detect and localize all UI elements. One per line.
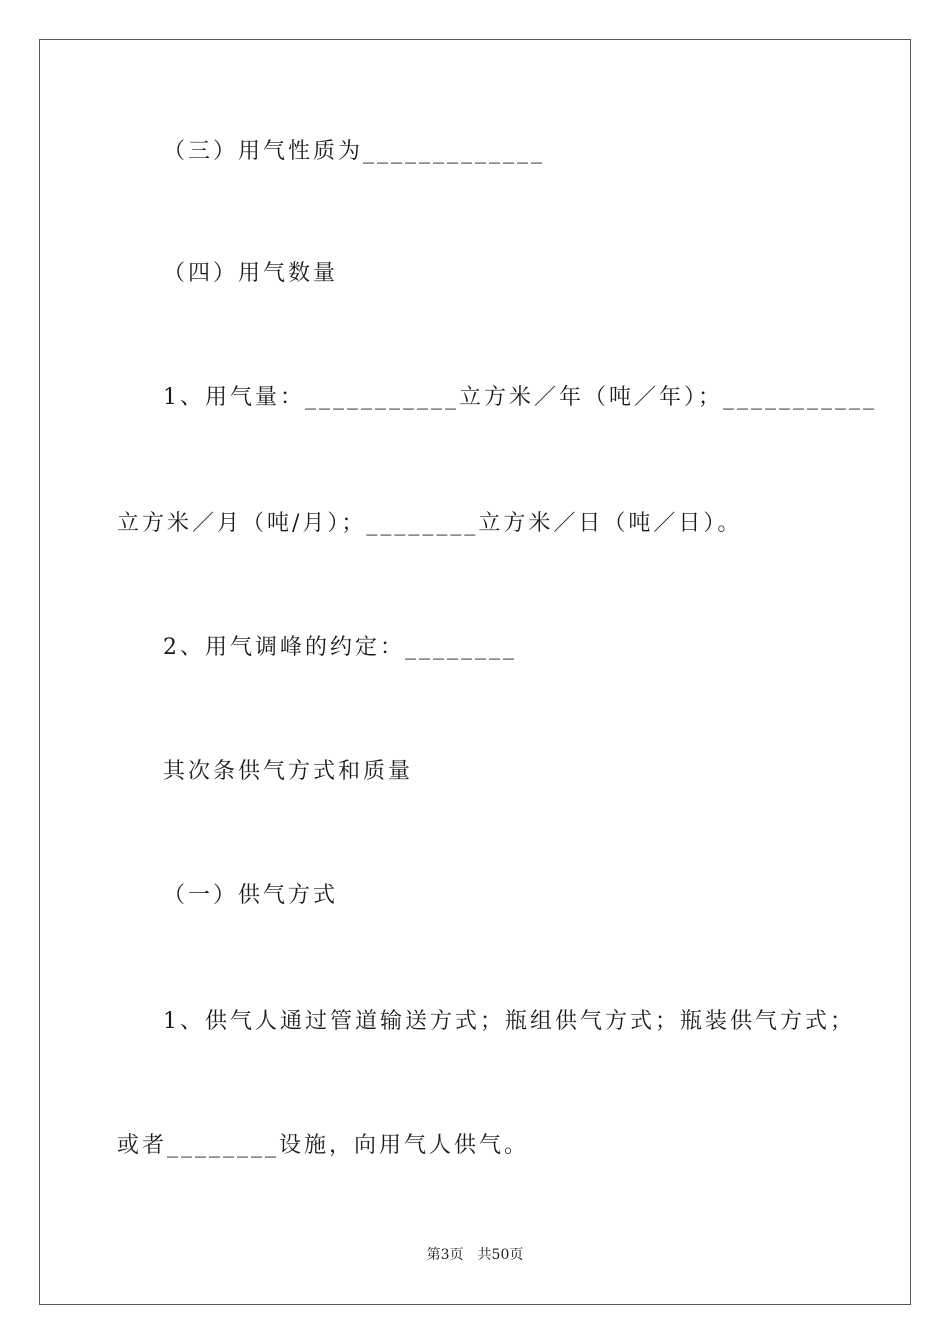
- gas-quantity-heading: （四）用气数量: [163, 261, 339, 286]
- gas-nature-line: （三）用气性质为_____________: [163, 139, 546, 164]
- page-total: 共50页: [477, 1247, 524, 1263]
- article-heading: 其次条供气方式和质量: [163, 759, 414, 784]
- supply-method-line-continued: 或者________设施，向用气人供气。: [117, 1133, 530, 1158]
- gas-volume-line-continued: 立方米／月（吨/月）；________立方米／日（吨／日）。: [117, 511, 743, 536]
- page-frame: [39, 39, 911, 1305]
- page-footer: [0, 1244, 950, 1264]
- page-number: 第3页: [426, 1247, 464, 1263]
- supply-method-line: 1、供气人通过管道输送方式；瓶组供气方式；瓶装供气方式；: [163, 1009, 855, 1034]
- supply-method-heading: （一）供气方式: [163, 883, 339, 908]
- peak-shaving-line: 2、用气调峰的约定：________: [163, 635, 517, 660]
- gas-volume-line: 1、用气量：___________立方米／年（吨／年）；___________: [163, 385, 877, 410]
